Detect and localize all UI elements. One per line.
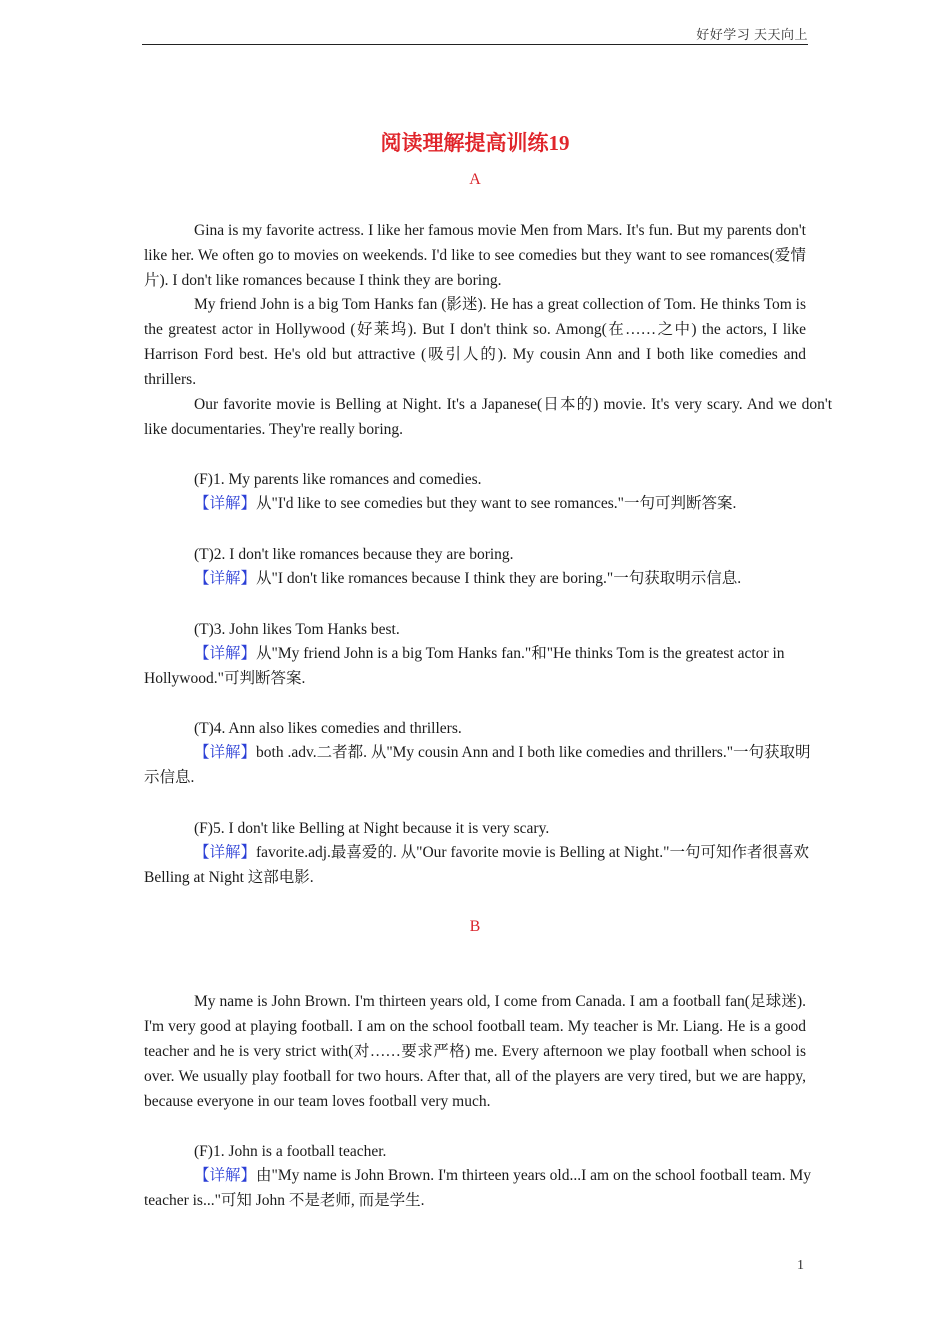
passage-b-paragraph-1: My name is John Brown. I'm thirteen years old, I come from Canada. I am a football fan(足球迷). I'm very good at playing football. I am on the school football team. My teacher is Mr. Liang. He is a good teacher and he is very strict with(对……要求严格) me. Every afternoon we play football when school is over. We usually play football for two hours. After that, all of the players are very tired, but we are happy, because everyone in our team loves football very much. bbox=[144, 993, 806, 1110]
section-b-label: B bbox=[469, 918, 481, 935]
explanation-text: 从"I don't like romances because I think they are boring."一句获取明示信息. bbox=[256, 570, 742, 587]
explanation-tag: 【详解】 bbox=[194, 570, 257, 587]
explanation-text: favorite.adj.最喜爱的. 从"Our favorite movie is Belling at Night."一句可知作者很喜欢 Belling at Night 这部电影. bbox=[144, 844, 809, 886]
page-header-motto: 好好学习 天天向上 bbox=[696, 27, 808, 42]
question-a1: (F)1. My parents like romances and comedies. bbox=[194, 471, 482, 488]
explanation-a1 bbox=[144, 491, 814, 516]
explanation-a2 bbox=[144, 566, 814, 591]
passage-a-paragraph-2: My friend John is a big Tom Hanks fan (影迷). He has a great collection of Tom. He thinks Tom is the greatest actor in Hollywood (好莱坞). But I don't think so. Among(在……之中) the actors, I like Harrison Ford best. He's old but attractive (吸引人的). My cousin Ann and I both like comedies and thrillers. bbox=[144, 296, 806, 388]
explanation-tag: 【详解】 bbox=[194, 744, 257, 761]
explanation-text: 由"My name is John Brown. I'm thirteen years old...I am on the school football team. My teacher is..."可知 John 不是老师, 而是学生. bbox=[144, 1167, 811, 1209]
question-a4: (T)4. Ann also likes comedies and thrillers. bbox=[194, 720, 462, 737]
explanation-text: both .adv.二者都. 从"My cousin Ann and I both like comedies and thrillers."一句获取明示信息. bbox=[144, 744, 811, 786]
passage-a-paragraph-3: Our favorite movie is Belling at Night. It's a Japanese(日本的) movie. It's very scary. And we don't like documentaries. They're really boring. bbox=[144, 396, 832, 438]
passage-a-paragraph-1: Gina is my favorite actress. I like her famous movie Men from Mars. It's fun. But my parents don't like her. We often go to movies on weekends. I'd like to see comedies but they want to see romances(爱情片). I don't like romances because I think they are boring. bbox=[144, 222, 806, 289]
explanation-tag: 【详解】 bbox=[194, 844, 257, 861]
explanation-a5 bbox=[144, 840, 814, 890]
document-title: 阅读理解提高训练19 bbox=[380, 131, 570, 155]
question-b1: (F)1. John is a football teacher. bbox=[194, 1143, 387, 1160]
explanation-text: 从"I'd like to see comedies but they want to see romances."一句可判断答案. bbox=[256, 495, 737, 512]
explanation-tag: 【详解】 bbox=[194, 645, 257, 662]
explanation-text: 从"My friend John is a big Tom Hanks fan."和"He thinks Tom is the greatest actor in Hollywood."可判断答案. bbox=[144, 645, 785, 687]
question-a5: (F)5. I don't like Belling at Night because it is very scary. bbox=[194, 820, 550, 837]
question-a2: (T)2. I don't like romances because they are boring. bbox=[194, 546, 514, 563]
explanation-a4 bbox=[144, 740, 814, 790]
section-a-label: A bbox=[469, 171, 481, 188]
explanation-tag: 【详解】 bbox=[194, 495, 257, 512]
header-rule bbox=[142, 44, 808, 45]
explanation-tag: 【详解】 bbox=[194, 1167, 257, 1184]
explanation-a3 bbox=[144, 641, 814, 691]
page-number: 1 bbox=[797, 1258, 804, 1273]
question-a3: (T)3. John likes Tom Hanks best. bbox=[194, 621, 400, 638]
explanation-b1 bbox=[144, 1163, 814, 1213]
